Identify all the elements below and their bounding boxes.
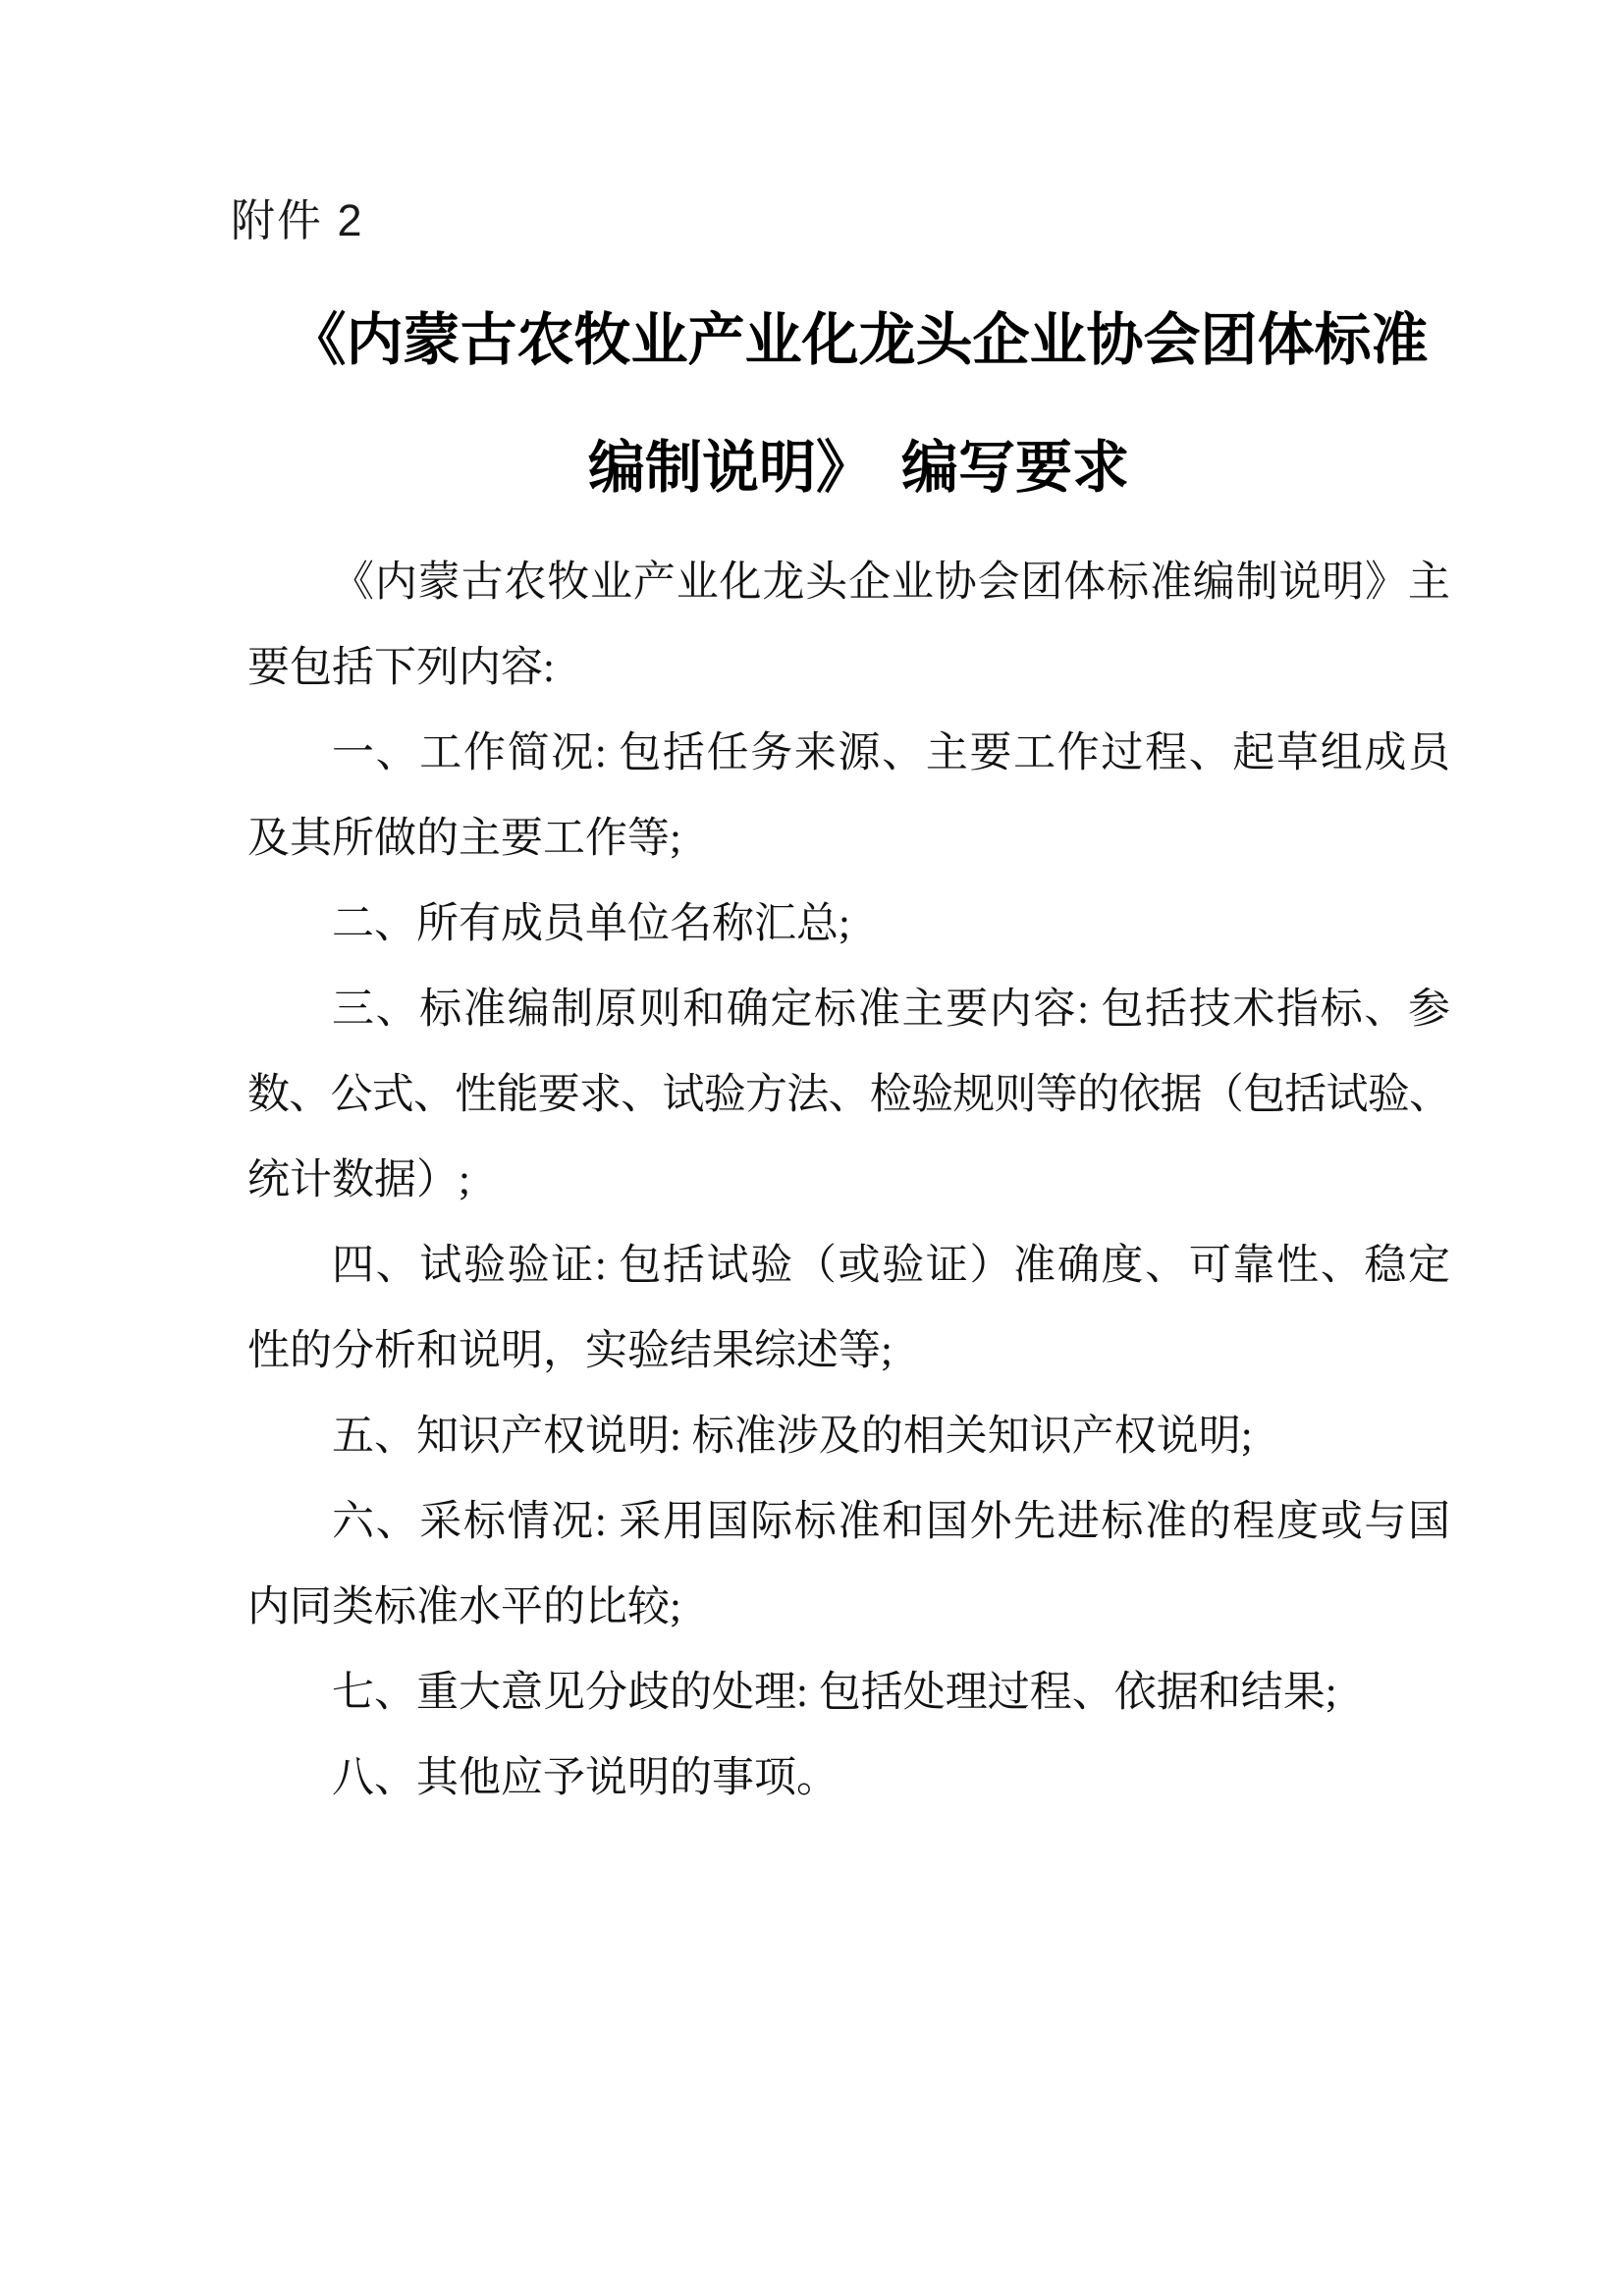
body-line-04: 及其所做的主要工作等; [247, 816, 681, 862]
body-line-14: 七、重大意见分歧的处理: 包括处理过程、依据和结果; [332, 1670, 1337, 1716]
body-line-15: 八、其他应予说明的事项。 [332, 1755, 839, 1801]
body-line-07: 数、公式、性能要求、试验方法、检验规则等的依据（包括试验、 [247, 1072, 1450, 1118]
document-body [247, 540, 1450, 1821]
body-line-12: 六、采标情况: 采用国际标准和国外先进标准的程度或与国 [332, 1499, 1450, 1545]
body-line-10: 性的分析和说明，实验结果综述等; [247, 1328, 893, 1374]
body-line-08: 统计数据）; [247, 1157, 470, 1203]
body-line-03: 一、工作简况: 包括任务来源、主要工作过程、起草组成员 [332, 730, 1450, 776]
body-line-11: 五、知识产权说明: 标准涉及的相关知识产权说明; [332, 1414, 1253, 1460]
attachment-label: 附件 2 [231, 195, 364, 245]
body-line-05: 二、所有成员单位名称汇总; [332, 901, 850, 947]
body-line-02: 要包括下列内容: [247, 645, 555, 691]
body-line-09: 四、试验验证: 包括试验（或验证）准确度、可靠性、稳定 [332, 1243, 1450, 1289]
body-line-06: 三、标准编制原则和确定标准主要内容: 包括技术指标、参 [332, 987, 1450, 1033]
title-line-2: 编制说明》 编写要求 [587, 436, 1129, 500]
document-title [257, 277, 1460, 532]
body-line-01: 《内蒙古农牧业产业化龙头企业协会团体标准编制说明》主 [332, 560, 1450, 606]
body-line-13: 内同类标准水平的比较; [247, 1584, 681, 1630]
title-line-1: 《内蒙古农牧业产业化龙头企业协会团体标准 [289, 308, 1429, 372]
